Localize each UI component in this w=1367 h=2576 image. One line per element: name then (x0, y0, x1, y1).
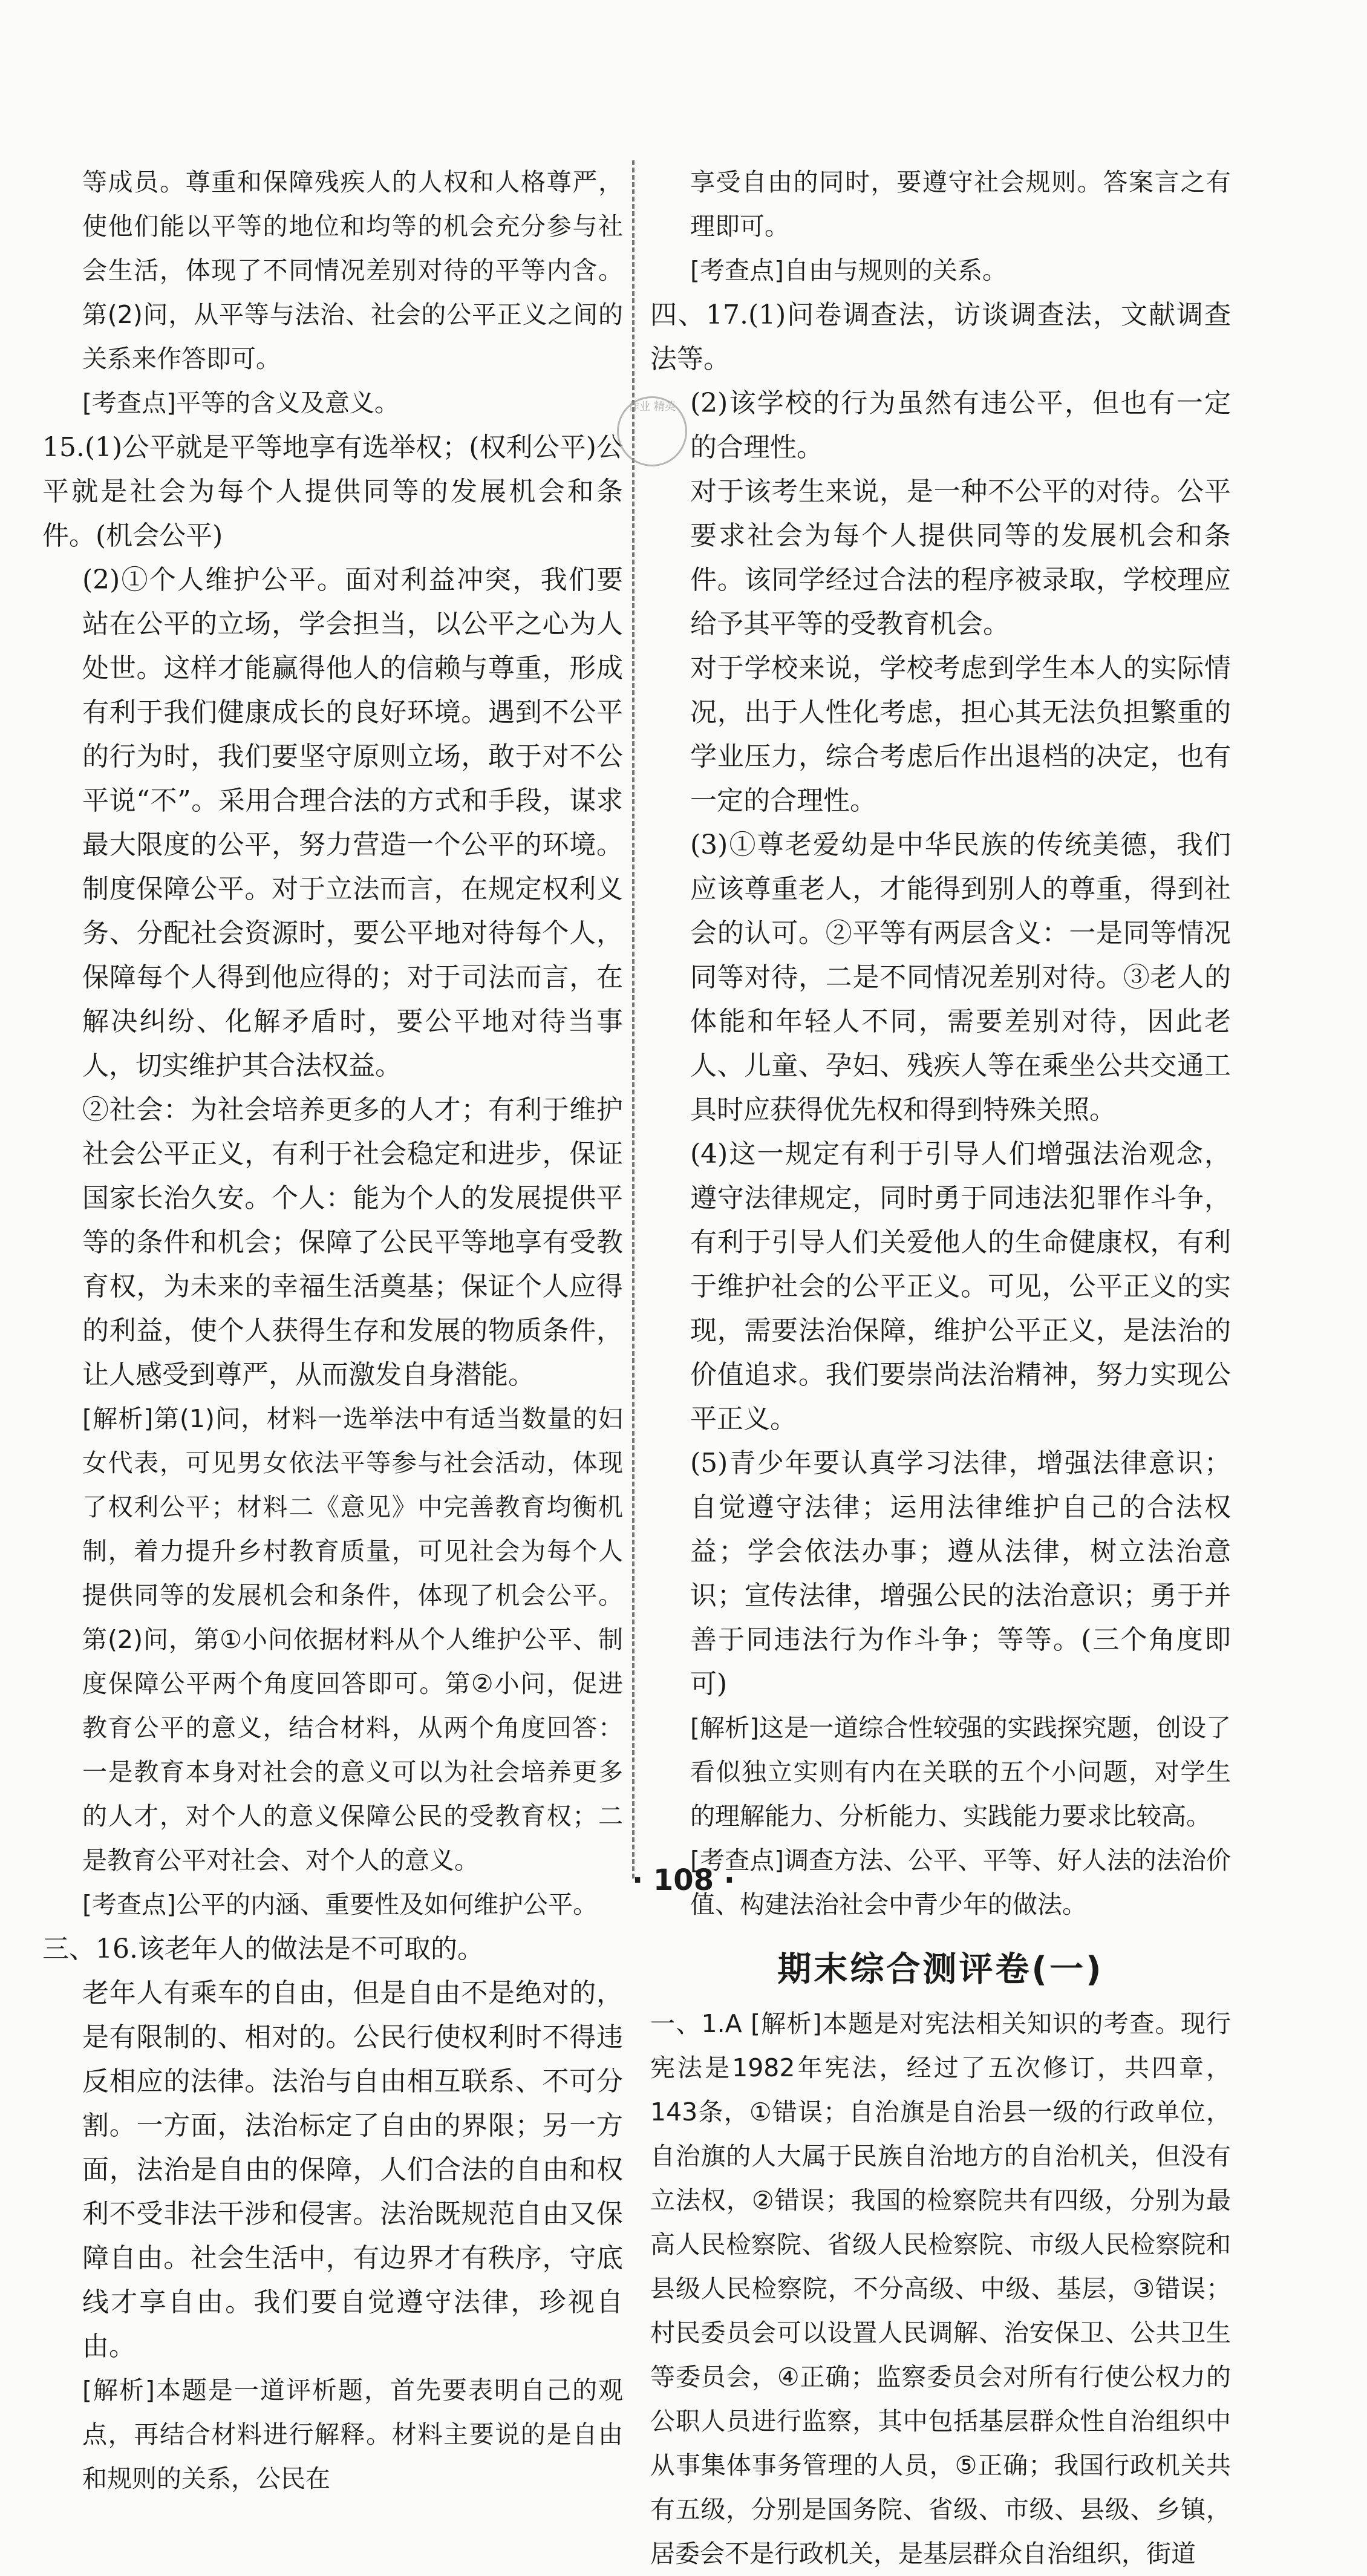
paragraph: 等成员。尊重和保障残疾人的人权和人格尊严，使他们能以平等的地位和均等的机会充分参与社会生活，体现了不同情况差别对待的平等内含。第(2)问，从平等与法治、社会的公平正义之间的关系来作答即可。 (82, 168, 623, 373)
analysis: [解析]这是一道综合性较强的实践探究题，创设了看似独立实则有内在关联的五个小问题，对学生的理解能力、分析能力、实践能力要求比较高。 (690, 1713, 1231, 1831)
paragraph: 对于学校来说，学校考虑到学生本人的实际情况，出于人性化考虑，担心其无法负担繁重的学业压力，综合考虑后作出退档的决定，也有一定的合理性。 (690, 653, 1231, 816)
paragraph: 享受自由的同时，要遵守社会规则。答案言之有理即可。 (690, 168, 1231, 241)
paragraph: ②社会：为社会培养更多的人才；有利于维护社会公平正义，有利于社会稳定和进步，保证国家长治久安。个人：能为个人的发展提供平等的条件和机会；保障了公民平等地享有受教育权，为未来的幸福生活奠基；保证个人应得的利益，使个人获得生存和发展的物质条件，让人感受到尊严，从而激发自身潜能。 (82, 1094, 623, 1390)
left-column (42, 160, 623, 2493)
paragraph: [考查点]平等的含义及意义。 (82, 388, 399, 417)
key-point: [考查点]自由与规则的关系。 (690, 256, 1007, 285)
question-1: 一、1.A [解析]本题是对宪法相关知识的考查。现行宪法是1982年宪法，经过了五次修订，共四章，143条，①错误；自治旗是自治县一级的行政单位，自治旗的人大属于民族自治地方的自治机关，但没有立法权，②错误；我国的检察院共有四级，分别为最高人民检察院、省级人民检察院、市级人民检察院和县级人民检察院，不分高级、中级、基层，③错误；村民委员会可以设置人民调解、治安保卫、公共卫生等委员会，④正确；监察委员会对所有行使公权力的公职人员进行监察，其中包括基层群众性自治组织中从事集体事务管理的人员，⑤正确；我国行政机关共有五级，分别是国务院、省级、市级、县级、乡镇，居委会不是行政机关，是基层群众自治组织，街道 (650, 2009, 1231, 2568)
paragraph: (5)青少年要认真学习法律，增强法律意识；自觉遵守法律；运用法律维护自己的合法权益；学会依法办事；遵从法律，树立法治意识；宣传法律，增强公民的法治意识；勇于并善于同违法行为作斗争；等等。(三个角度即可) (690, 1448, 1231, 1699)
analysis: [解析]第(1)问，材料一选举法中有适当数量的妇女代表，可见男女依法平等参与社会活动，体现了权利公平；材料二《意见》中完善教育均衡机制，着力提升乡村教育质量，可见社会为每个人提供同等的发展机会和条件，体现了机会公平。第(2)问，第①小问依据材料从个人维护公平、制度保障公平两个角度回答即可。第②小问，促进教育公平的意义，结合材料，从两个角度回答：一是教育本身对社会的意义可以为社会培养更多的人才，对个人的意义保障公民的受教育权；二是教育公平对社会、对个人的意义。 (82, 1404, 623, 1875)
key-point: [考查点]调查方法、公平、平等、好人法的法治价值、构建法治社会中青少年的做法。 (690, 1846, 1231, 1919)
paragraph: (4)这一规定有利于引导人们增强法治观念，遵守法律规定，同时勇于同违法犯罪作斗争，有利于引导人们关爱他人的生命健康权，有利于维护社会的公平正义。可见，公平正义的实现，需要法治保障，维护公平正义，是法治的价值追求。我们要崇尚法治精神，努力实现公平正义。 (690, 1139, 1231, 1434)
analysis: [解析]本题是一道评析题，首先要表明自己的观点，再结合材料进行解释。材料主要说的是自由和规则的关系，公民在 (82, 2376, 623, 2493)
section-title: 期末综合测评卷(一) (777, 1950, 1104, 1989)
question-16: 三、16.该老年人的做法是不可取的。 (42, 1934, 484, 1964)
key-point: [考查点]公平的内涵、重要性及如何维护公平。 (82, 1890, 598, 1919)
question-15: 15.(1)公平就是平等地享有选举权；(权利公平)公平就是社会为每个人提供同等的发展机会和条件。(机会公平) (42, 432, 623, 551)
paragraph: 对于该考生来说，是一种不公平的对待。公平要求社会为每个人提供同等的发展机会和条件。该同学经过合法的程序被录取，学校理应给予其平等的受教育机会。 (690, 476, 1231, 639)
paragraph: (2)①个人维护公平。面对利益冲突，我们要站在公平的立场，学会担当，以公平之心为人处世。这样才能赢得他人的信赖与尊重，形成有利于我们健康成长的良好环境。遇到不公平的行为时，我们要坚守原则立场，敢于对不公平说“不”。采用合理合法的方式和手段，谋求最大限度的公平，努力营造一个公平的环境。制度保障公平。对于立法而言，在规定权利义务、分配社会资源时，要公平地对待每个人，保障每个人得到他应得的；对于司法而言，在解决纠纷、化解矛盾时，要公平地对待当事人，切实维护其合法权益。 (82, 564, 623, 1081)
paragraph: (2)该学校的行为虽然有违公平，但也有一定的合理性。 (690, 388, 1231, 463)
stamp-mark: 作业 精英 (617, 396, 687, 466)
paragraph: 老年人有乘车的自由，但是自由不是绝对的，是有限制的、相对的。公民行使权利时不得违反相应的法律。法治与自由相互联系、不可分割。一方面，法治标定了自由的界限；另一方面，法治是自由的保障，人们合法的自由和权利不受非法干涉和侵害。法治既规范自由又保障自由。社会生活中，有边界才有秩序，守底线才享自由。我们要自觉遵守法律，珍视自由。 (82, 1978, 623, 2362)
paragraph: (3)①尊老爱幼是中华民族的传统美德，我们应该尊重老人，才能得到别人的尊重，得到社会的认可。②平等有两层含义：一是同等情况同等对待，二是不同情况差别对待。③老人的体能和年轻人不同，需要差别对待，因此老人、儿童、孕妇、残疾人等在乘坐公共交通工具时应获得优先权和得到特殊关照。 (690, 829, 1231, 1125)
question-17: 四、17.(1)问卷调查法，访谈调查法，文献调查法等。 (650, 299, 1231, 374)
page-number: · 108 · (631, 1863, 736, 1897)
